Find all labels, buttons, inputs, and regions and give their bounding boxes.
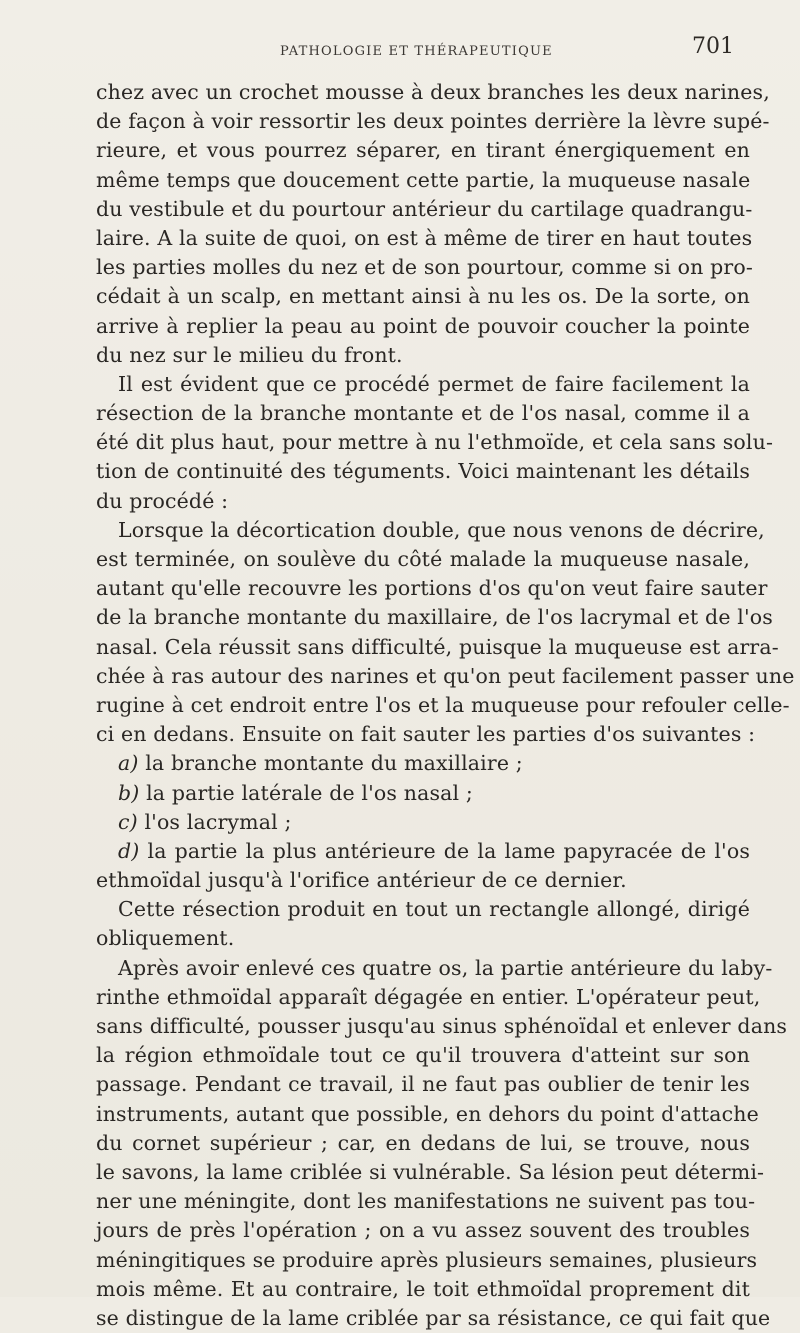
list-item-text: la partie latérale de l'os nasal ;: [146, 780, 473, 805]
list-item-text: la branche montante du maxillaire ;: [145, 751, 523, 776]
text-line: laire. A la suite de quoi, on est à même de tirer en haut toutes: [96, 225, 753, 250]
text-line: chez avec un crochet mousse à deux branches les deux narines,: [96, 80, 770, 104]
text-line: obliquement.: [96, 926, 235, 951]
list-item-marker: a): [118, 751, 139, 776]
text-line: rieure, et vous pourrez séparer, en tirant énergiquement en: [96, 138, 750, 163]
list-item-marker: d): [118, 838, 140, 863]
list-item-marker: c): [118, 809, 138, 834]
list-item: [96, 808, 750, 837]
text-line: du cornet supérieur ; car, en dedans de lui, se trouve, nous: [96, 1130, 750, 1155]
text-line: mois même. Et au contraire, le toit ethmoïdal proprement dit: [96, 1276, 750, 1301]
text-line: de façon à voir ressortir les deux pointes derrière la lèvre supé-: [96, 109, 770, 134]
text-line: instruments, autant que possible, en dehors du point d'attache: [96, 1101, 759, 1126]
text-line: sans difficulté, pousser jusqu'au sinus sphénoïdal et enlever dans: [96, 1014, 788, 1038]
text-line: est terminée, on soulève du côté malade la muqueuse nasale,: [96, 547, 750, 571]
text-line: autant qu'elle recouvre les portions d'os qu'on veut faire sauter: [96, 576, 768, 601]
text-line: Lorsque la décortication double, que nous venons de décrire,: [118, 517, 765, 542]
list-item-text: la partie la plus antérieure de la lame papyracée de l'os: [147, 838, 750, 863]
text-line: même temps que doucement cette partie, la muqueuse nasale: [96, 167, 751, 192]
text-line: ner une méningite, dont les manifestations ne suivent pas tou-: [96, 1189, 756, 1214]
text-line: tion de continuité des téguments. Voici maintenant les détails: [96, 459, 750, 484]
text-line: les parties molles du nez et de son pourtour, comme si on pro-: [96, 255, 753, 280]
text-line: se distingue de la lame criblée par sa résistance, ce qui fait que: [96, 1305, 771, 1330]
text-line: ethmoïdal jusqu'à l'orifice antérieur de ce dernier.: [96, 868, 627, 893]
text-line: la région ethmoïdale tout ce qu'il trouvera d'atteint sur son: [96, 1043, 750, 1068]
text-line: du nez sur le milieu du front.: [96, 342, 403, 367]
text-line: Cette résection produit en tout un rectangle allongé, dirigé: [118, 897, 750, 922]
list-item: [96, 837, 750, 866]
text-line: cédait à un scalp, en mettant ainsi à nu les os. De la sorte, on: [96, 284, 750, 309]
list-item: [96, 749, 750, 778]
body-text: [96, 78, 795, 1333]
text-line: été dit plus haut, pour mettre à nu l'ethmoïde, et cela sans solu-: [96, 430, 774, 455]
text-line: Il est évident que ce procédé permet de faire facilement la: [118, 371, 750, 396]
text-line: méningitiques se produire après plusieurs semaines, plusieurs: [96, 1247, 758, 1272]
text-line: du vestibule et du pourtour antérieur du cartilage quadrangu-: [96, 196, 753, 221]
text-line: résection de la branche montante et de l'os nasal, comme il a: [96, 401, 750, 426]
text-line: ci en dedans. Ensuite on fait sauter les parties d'os suivantes :: [96, 722, 756, 747]
text-line: rugine à cet endroit entre l'os et la muqueuse pour refouler celle-: [96, 692, 790, 717]
list-item: [96, 779, 750, 808]
text-line: Après avoir enlevé ces quatre os, la partie antérieure du laby-: [118, 955, 773, 980]
text-line: passage. Pendant ce travail, il ne faut pas oublier de tenir les: [96, 1072, 750, 1097]
text-line: arrive à replier la peau au point de pouvoir coucher la pointe: [96, 313, 750, 338]
text-line: le savons, la lame criblée si vulnérable. Sa lésion peut détermi-: [96, 1159, 765, 1184]
list-item-marker: b): [118, 780, 140, 805]
running-title: PATHOLOGIE ET THÉRAPEUTIQUE: [280, 44, 553, 59]
page-header: [92, 30, 742, 66]
text-line: de la branche montante du maxillaire, de l'os lacrymal et de l'os: [96, 605, 773, 630]
text-line: nasal. Cela réussit sans difficulté, puisque la muqueuse est arra-: [96, 634, 779, 659]
text-line: chée à ras autour des narines et qu'on peut facilement passer une: [96, 663, 795, 688]
list-item-text: l'os lacrymal ;: [144, 809, 292, 834]
page-number: 701: [692, 34, 734, 59]
text-line: jours de près l'opération ; on a vu assez souvent des troubles: [96, 1218, 750, 1243]
text-line: du procédé :: [96, 488, 229, 513]
text-line: rinthe ethmoïdal apparaît dégagée en entier. L'opérateur peut,: [96, 984, 761, 1009]
